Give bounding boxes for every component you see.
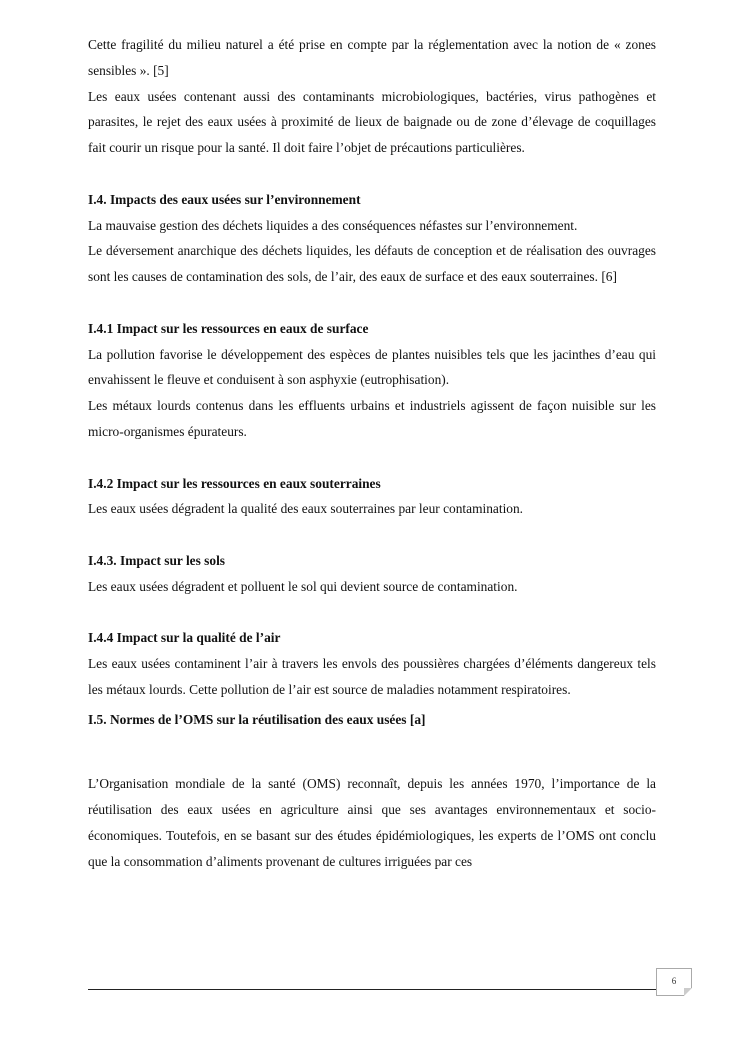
section-heading: I.4.3. Impact sur les sols xyxy=(88,552,226,568)
paragraph: Le déversement anarchique des déchets liquides, les défauts de conception et de réalisation des ouvrages sont les causes de contamination des sols, de l’air, des eaux de surface et des eaux souterraines. [6] xyxy=(88,243,656,285)
page-number-badge xyxy=(656,968,692,996)
section-heading: I.4. Impacts des eaux usées sur l’environnement xyxy=(88,191,361,207)
page-curl-icon xyxy=(684,988,692,996)
document-body xyxy=(88,32,656,875)
paragraph: Les métaux lourds contenus dans les effluents urbains et industriels agissent de façon nuisible sur les micro-organismes épurateurs. xyxy=(88,398,656,439)
paragraph: Les eaux usées dégradent et polluent le sol qui devient source de contamination. xyxy=(88,578,518,594)
section-heading: I.4.2 Impact sur les ressources en eaux souterraines xyxy=(88,475,381,491)
section-heading: I.4.4 Impact sur la qualité de l’air xyxy=(88,630,281,646)
paragraph: Cette fragilité du milieu naturel a été prise en compte par la réglementation avec la notion de « zones sensibles ». [5] xyxy=(88,37,656,78)
section-heading: I.5. Normes de l’OMS sur la réutilisation des eaux usées [a] xyxy=(88,711,426,727)
paragraph: L’Organisation mondiale de la santé (OMS) reconnaît, depuis les années 1970, l’importance de la réutilisation des eaux usées en agriculture ainsi que ses avantages environnementaux et socio-économiques. Toutefois, en se basant sur des études épidémiologiques, les experts de l’OMS ont conclu que la consommation d’aliments provenant de cultures irriguées par ces xyxy=(88,776,656,869)
paragraph: Les eaux usées contaminent l’air à travers les envols des poussières chargées d’éléments dangereux tels les métaux lourds. Cette pollution de l’air est source de maladies notamment respiratoires. xyxy=(88,656,656,697)
paragraph: La pollution favorise le développement des espèces de plantes nuisibles tels que les jacinthes d’eau qui envahissent le fleuve et conduisent à son asphyxie (eutrophisation). xyxy=(88,346,656,388)
page-number: 6 xyxy=(671,976,677,986)
paragraph: Les eaux usées contenant aussi des contaminants microbiologiques, bactéries, virus pathogènes et parasites, le rejet des eaux usées à proximité de lieux de baignade ou de zone d’élevage de coquillages fait courir un risque pour la santé. Il doit faire l’objet de précautions particulières. xyxy=(88,88,656,156)
section-heading: I.4.1 Impact sur les ressources en eaux de surface xyxy=(88,320,369,336)
paragraph: La mauvaise gestion des déchets liquides a des conséquences néfastes sur l’environnement. xyxy=(88,217,578,233)
paragraph: Les eaux usées dégradent la qualité des eaux souterraines par leur contamination. xyxy=(88,501,524,517)
footer-divider xyxy=(88,989,656,990)
